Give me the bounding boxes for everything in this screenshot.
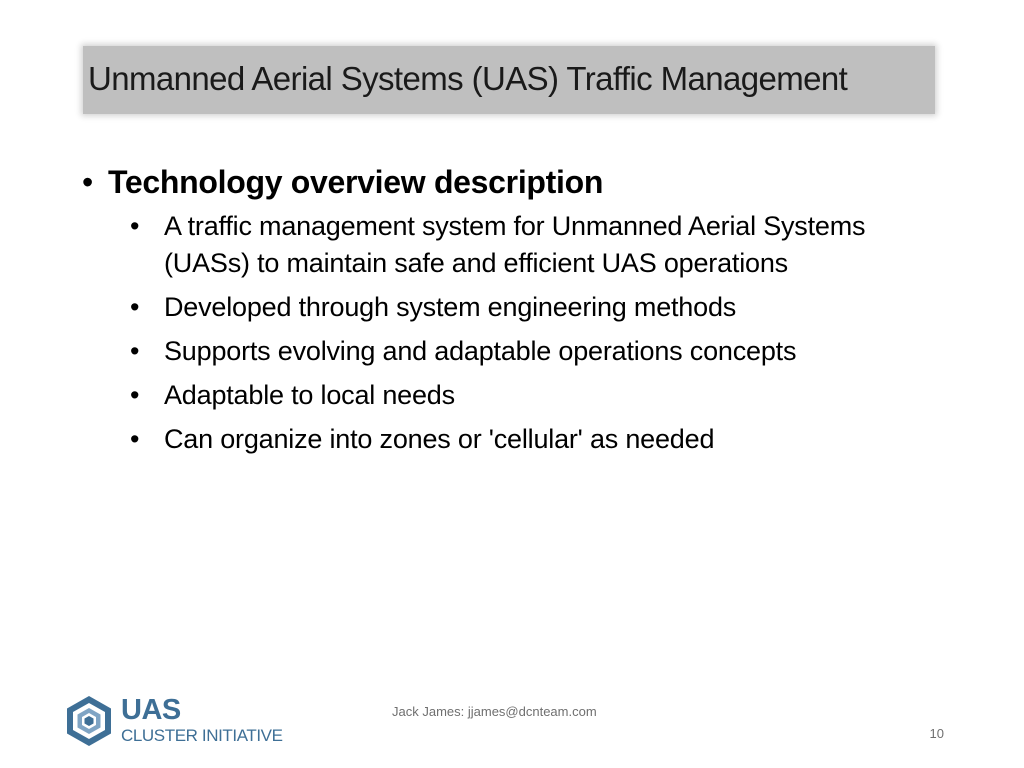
bullet-marker: • — [130, 292, 140, 322]
main-bullet-text: Technology overview description — [108, 164, 604, 200]
sub-bullet-text: Adaptable to local needs — [164, 380, 455, 410]
bullet-marker: • — [82, 164, 93, 200]
logo-subtitle: CLUSTER INITIATIVE — [121, 726, 283, 745]
bullet-marker: • — [130, 380, 140, 410]
sub-bullet — [130, 377, 904, 414]
title-bar — [83, 46, 935, 114]
sub-bullet-text: A traffic management system for Unmanned Aerial Systems (UASs) to maintain safe and efficient UAS operations — [164, 211, 866, 278]
bullet-marker: • — [130, 211, 140, 241]
main-bullet — [82, 160, 942, 204]
bullet-marker: • — [130, 424, 140, 454]
hexagon-logo-icon — [62, 694, 116, 748]
logo-name: UAS — [121, 694, 181, 726]
slide-title: Unmanned Aerial Systems (UAS) Traffic Management — [88, 60, 848, 97]
page-number: 10 — [929, 726, 944, 741]
sub-bullet-list — [82, 208, 942, 458]
sub-bullet-text: Developed through system engineering methods — [164, 292, 737, 322]
sub-bullet-text: Can organize into zones or 'cellular' as needed — [164, 424, 715, 454]
bullet-marker: • — [130, 336, 140, 366]
sub-bullet-text: Supports evolving and adaptable operations concepts — [164, 336, 797, 366]
sub-bullet — [130, 208, 904, 282]
footer-contact: Jack James: jjames@dcnteam.com — [392, 704, 597, 719]
slide-content — [82, 160, 942, 465]
sub-bullet — [130, 333, 904, 370]
sub-bullet — [130, 289, 904, 326]
uas-cluster-logo — [62, 694, 302, 750]
sub-bullet — [130, 421, 904, 458]
